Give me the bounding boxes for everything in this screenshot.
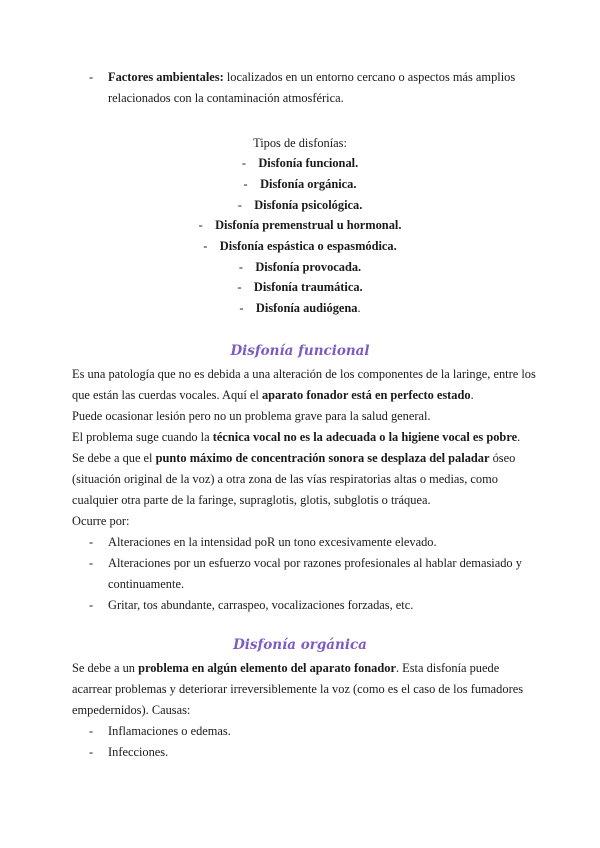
funcional-p4-line-1: Se debe a que el punto máximo de concentración sonora se desplaza del paladar óseo (72, 451, 516, 465)
funcional-causes-label: Ocurre por: (72, 514, 130, 528)
types-item: - Disfonía audiógena. (239, 301, 361, 315)
types-item: - Disfonía provocada. (238, 260, 362, 274)
bullet-dash: - (239, 301, 244, 315)
types-title: Tipos de disfonías: (253, 136, 347, 150)
funcional-cause-3: Gritar, tos abundante, carraspeo, vocalizaciones forzadas, etc. (108, 598, 414, 612)
types-item: - Disfonía premenstrual u hormonal. (198, 218, 402, 232)
intro-bullet-line-1 (108, 67, 515, 88)
funcional-p1-line-1: Es una patología que no es debida a una alteración de los componentes de la laringe, entre los (72, 367, 536, 381)
funcional-p4-line-2: (situación original de la voz) a otra zona de las vías respiratorias altas o medias, como (72, 472, 498, 486)
funcional-p4-line-3: cualquier otra parte de la faringe, supraglotis, glotis, subglotis o tráquea. (72, 493, 431, 507)
funcional-cause-2-line-2: continuamente. (108, 577, 185, 591)
funcional-p2: Puede ocasionar lesión pero no un problema grave para la salud general. (72, 409, 431, 423)
funcional-cause-1: Alteraciones en la intensidad poR un tono excesivamente elevado. (108, 535, 437, 549)
bullet-dash: - (89, 70, 94, 84)
bullet-dash: - (89, 724, 94, 738)
section-heading-funcional: Disfonía funcional (230, 343, 370, 359)
bullet-dash: - (241, 156, 246, 170)
organica-cause-1: Inflamaciones o edemas. (108, 724, 231, 738)
types-item: - Disfonía traumática. (237, 280, 363, 294)
bullet-dash: - (243, 177, 248, 191)
bullet-dash: - (89, 556, 94, 570)
bullet-dash: - (89, 598, 94, 612)
funcional-p1-line-2: que están las cuerdas vocales. Aquí el aparato fonador está en perfecto estado. (72, 388, 474, 402)
types-item: - Disfonía espástica o espasmódica. (203, 239, 397, 253)
funcional-p3: El problema suge cuando la técnica vocal no es la adecuada o la higiene vocal es pobre. (72, 430, 521, 444)
organica-p1-line-1: Se debe a un problema en algún elemento del aparato fonador. Esta disfonía puede (72, 661, 500, 675)
bullet-dash: - (237, 198, 242, 212)
bullet-dash: - (203, 239, 208, 253)
section-heading-organica: Disfonía orgánica (233, 637, 367, 653)
bullet-dash: - (89, 745, 94, 759)
bullet-dash: - (198, 218, 203, 232)
funcional-cause-2-line-1: Alteraciones por un esfuerzo vocal por razones profesionales al hablar demasiado y (108, 556, 522, 570)
organica-p1-line-3: empedernidos). Causas: (72, 703, 191, 717)
bullet-dash: - (89, 535, 94, 549)
intro-bullet-line-2: relacionados con la contaminación atmosférica. (108, 91, 344, 105)
types-item: - Disfonía funcional. (241, 156, 359, 170)
types-item: - Disfonía orgánica. (243, 177, 357, 191)
intro-bullet-bold: Factores ambientales: (108, 70, 224, 84)
bullet-dash: - (238, 260, 243, 274)
types-item: - Disfonía psicológica. (237, 198, 363, 212)
organica-cause-2: Infecciones. (108, 745, 169, 759)
intro-bullet-rest: localizados en un entorno cercano o aspectos más amplios (223, 70, 516, 84)
organica-p1-line-2: acarrear problemas y deteriorar irreversiblemente la voz (como es el caso de los fumadores (72, 682, 524, 696)
bullet-dash: - (237, 280, 242, 294)
